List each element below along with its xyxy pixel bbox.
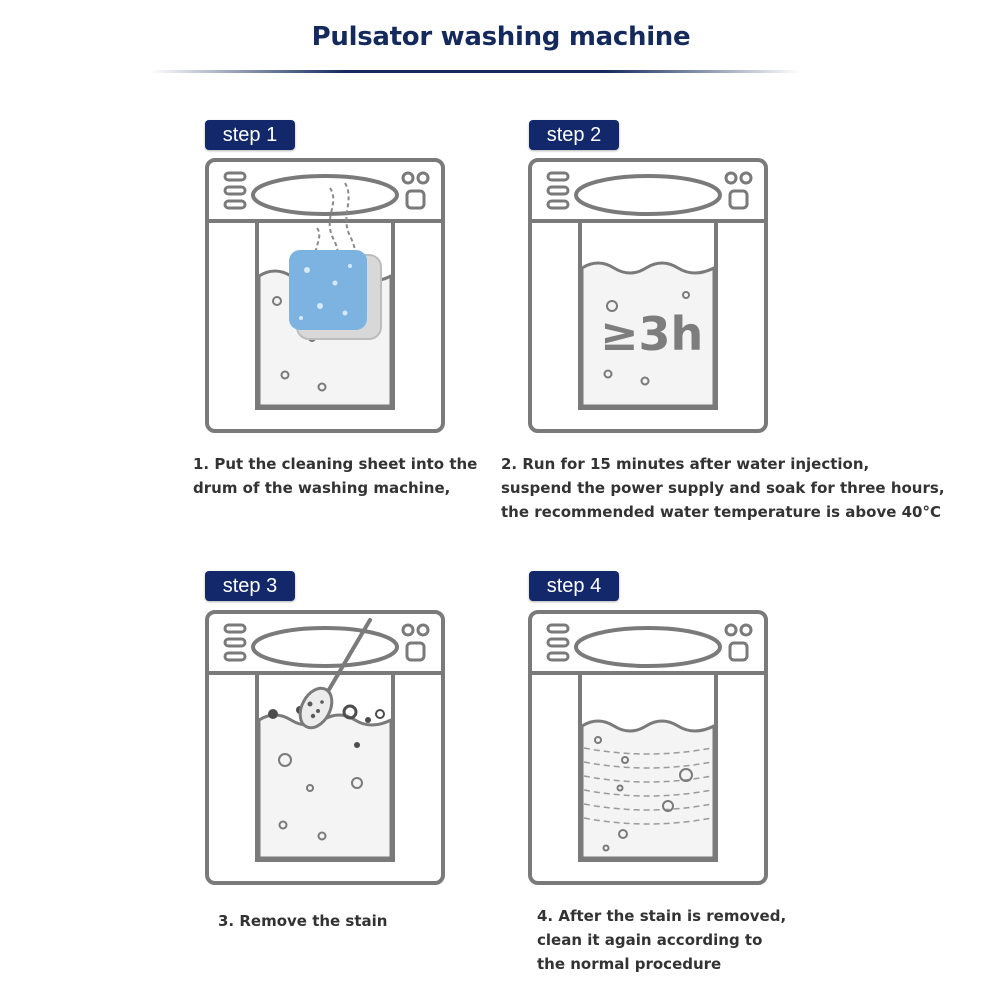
step-1-caption — [193, 452, 477, 500]
caption-line: drum of the washing machine, — [193, 479, 451, 497]
washing-machine-icon — [528, 158, 768, 433]
caption-line: clean it again according to — [537, 931, 763, 949]
cleaning-tablet-icon — [289, 250, 381, 339]
page-title: Pulsator washing machine — [311, 22, 691, 52]
step-4-badge: step 4 — [529, 571, 619, 601]
washing-machine-icon — [205, 158, 445, 433]
caption-line: 1. Put the cleaning sheet into the — [193, 455, 478, 473]
title-divider — [150, 70, 800, 73]
caption-line: suspend the power supply and soak for three hours, — [501, 479, 945, 497]
washing-machine-icon — [528, 610, 768, 885]
washing-machine-icon — [205, 610, 445, 885]
step-3-caption — [218, 909, 387, 933]
step-1-badge: step 1 — [205, 120, 295, 150]
step-2-badge: step 2 — [529, 120, 619, 150]
step-2-caption — [501, 452, 945, 524]
caption-line: 3. Remove the stain — [218, 912, 388, 930]
step-4-caption — [537, 904, 786, 976]
caption-line: 2. Run for 15 minutes after water injection, — [501, 455, 870, 473]
duration-label: ≥3h — [600, 307, 704, 361]
caption-line: the recommended water temperature is above 40°C — [501, 503, 941, 521]
caption-line: 4. After the stain is removed, — [537, 907, 787, 925]
step-3-badge: step 3 — [205, 571, 295, 601]
caption-line: the normal procedure — [537, 955, 722, 973]
